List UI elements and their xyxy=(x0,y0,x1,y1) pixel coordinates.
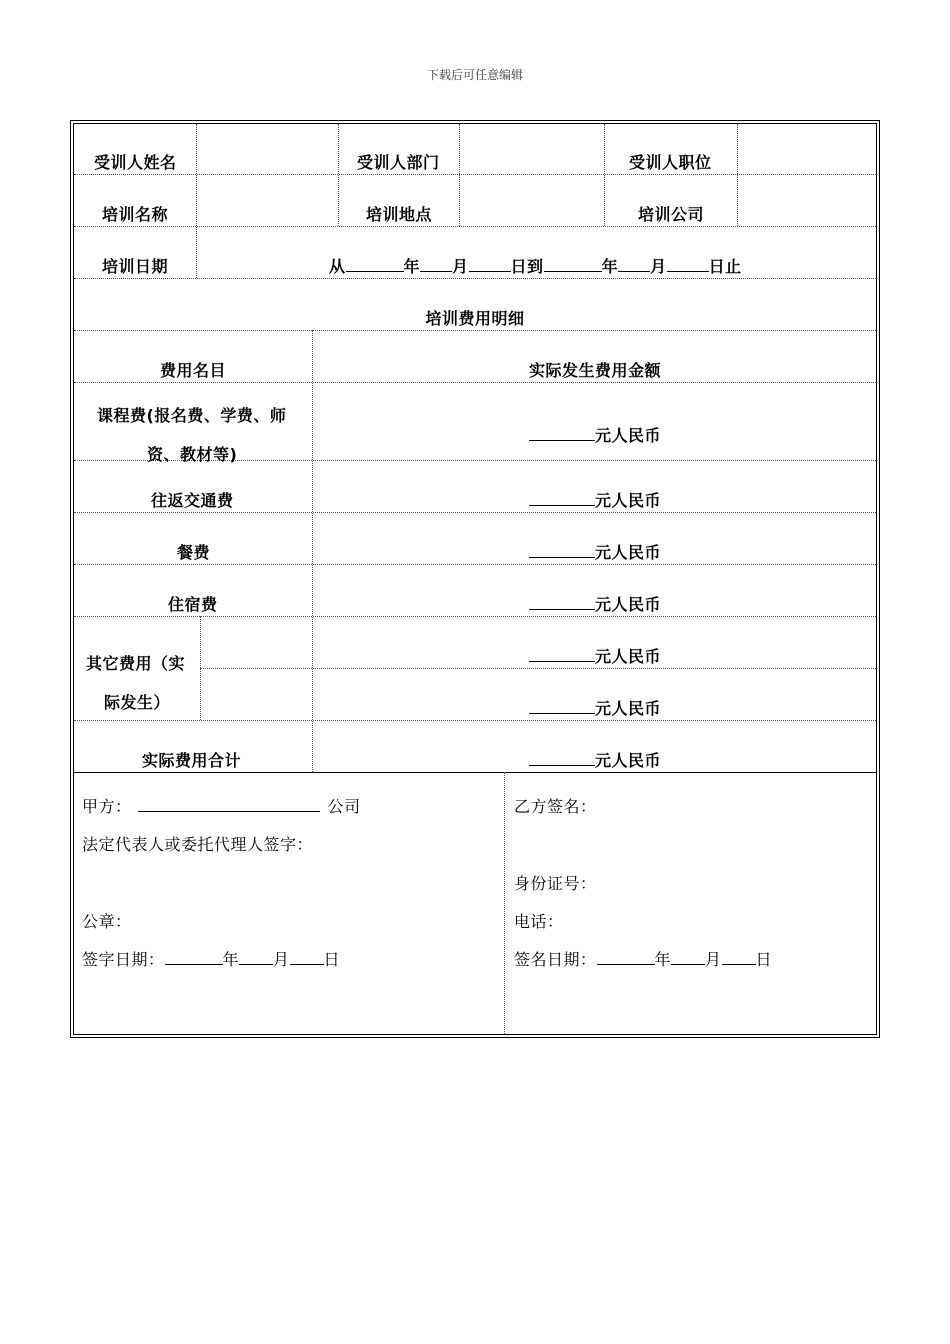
row-divider xyxy=(74,616,876,617)
from-text: 从 xyxy=(329,257,346,276)
currency-unit: 元人民币 xyxy=(595,543,662,562)
trainee-position-field[interactable] xyxy=(738,124,876,174)
year-text: 年 xyxy=(601,257,619,276)
training-company-label: 培训公司 xyxy=(638,205,705,224)
training-expense-form xyxy=(70,120,880,1038)
month-text: 月 xyxy=(452,257,469,276)
row-divider xyxy=(74,720,876,721)
training-location-label: 培训地点 xyxy=(366,205,433,224)
party-b-year-blank[interactable] xyxy=(597,950,655,965)
total-fee-label: 实际费用合计 xyxy=(142,751,242,770)
other-fee-item1-field[interactable] xyxy=(201,617,312,668)
transport-fee-blank[interactable] xyxy=(529,491,595,506)
meal-fee-label: 餐费 xyxy=(177,543,211,562)
year-text: 年 xyxy=(654,950,672,969)
training-date-label: 培训日期 xyxy=(102,257,169,276)
trainee-dept-label: 受训人部门 xyxy=(357,153,440,172)
party-a-day-blank[interactable] xyxy=(290,950,324,965)
course-fee-label-line1: 课程费(报名费、学费、师 xyxy=(97,406,287,425)
section-title: 培训费用明细 xyxy=(425,309,525,328)
other-fee1-blank[interactable] xyxy=(529,647,595,662)
end-day-blank[interactable] xyxy=(667,257,709,272)
rep-sign-label: 法定代表人或委托代理人签字： xyxy=(82,835,314,854)
party-a-company-suffix: 公司 xyxy=(327,797,361,816)
trainee-name-field[interactable] xyxy=(197,124,338,174)
seal-label: 公章： xyxy=(82,912,132,931)
fee-item-header: 费用名目 xyxy=(160,361,227,380)
lodging-fee-amount xyxy=(529,592,661,615)
currency-unit: 元人民币 xyxy=(595,595,662,614)
other-fee1-amount xyxy=(529,644,661,667)
day-text: 日 xyxy=(755,950,773,969)
day-end-text: 日止 xyxy=(708,257,742,276)
other-fee2-amount xyxy=(529,696,661,719)
currency-unit: 元人民币 xyxy=(595,491,662,510)
total-fee-blank[interactable] xyxy=(529,751,595,766)
day-to-text: 日到 xyxy=(510,257,544,276)
trainee-name-label: 受训人姓名 xyxy=(94,153,177,172)
end-month-blank[interactable] xyxy=(618,257,650,272)
form-inner-border xyxy=(73,123,877,1035)
transport-fee-amount xyxy=(529,488,661,511)
row-divider xyxy=(74,564,876,565)
training-date-range xyxy=(329,254,742,277)
sign-date-label: 签字日期： xyxy=(82,950,165,969)
training-location-field[interactable] xyxy=(460,175,604,226)
currency-unit: 元人民币 xyxy=(595,699,662,718)
row-divider xyxy=(74,226,876,227)
year-text: 年 xyxy=(403,257,421,276)
year-text: 年 xyxy=(222,950,240,969)
signature-divider xyxy=(74,772,876,773)
trainee-position-label: 受训人职位 xyxy=(629,153,712,172)
row-divider xyxy=(74,382,876,383)
lodging-fee-label: 住宿费 xyxy=(168,595,218,614)
col-divider xyxy=(338,124,339,226)
training-name-label: 培训名称 xyxy=(102,205,169,224)
col-divider xyxy=(312,330,313,772)
row-divider xyxy=(74,278,876,279)
col-divider xyxy=(604,124,605,226)
month-text: 月 xyxy=(705,950,722,969)
training-name-field[interactable] xyxy=(197,175,338,226)
sign-date-label: 签名日期： xyxy=(514,950,597,969)
party-a-year-blank[interactable] xyxy=(165,950,223,965)
col-divider xyxy=(504,772,505,1034)
start-year-blank[interactable] xyxy=(346,257,404,272)
party-a-sign-date xyxy=(82,947,340,970)
other-fee2-blank[interactable] xyxy=(529,699,595,714)
other-fee-label-line1: 其它费用（实 xyxy=(86,654,186,673)
party-a-company-blank[interactable] xyxy=(138,797,320,812)
party-b-day-blank[interactable] xyxy=(722,950,756,965)
month-text: 月 xyxy=(650,257,667,276)
party-b-sign-label: 乙方签名： xyxy=(514,797,597,816)
month-text: 月 xyxy=(273,950,290,969)
course-fee-label-line2: 资、教材等) xyxy=(147,445,238,464)
currency-unit: 元人民币 xyxy=(595,426,662,445)
other-fee-label-line2: 际发生） xyxy=(104,693,171,712)
lodging-fee-blank[interactable] xyxy=(529,595,595,610)
header-note: 下载后可任意编辑 xyxy=(426,68,523,82)
meal-fee-blank[interactable] xyxy=(529,543,595,558)
transport-fee-label: 往返交通费 xyxy=(151,491,234,510)
phone-label: 电话： xyxy=(514,912,564,931)
row-divider xyxy=(74,330,876,331)
currency-unit: 元人民币 xyxy=(595,647,662,666)
other-fee-item2-field[interactable] xyxy=(201,669,312,720)
course-fee-amount xyxy=(529,423,661,446)
end-year-blank[interactable] xyxy=(544,257,602,272)
party-b-month-blank[interactable] xyxy=(671,950,705,965)
training-company-field[interactable] xyxy=(738,175,876,226)
start-month-blank[interactable] xyxy=(420,257,452,272)
trainee-dept-field[interactable] xyxy=(460,124,604,174)
currency-unit: 元人民币 xyxy=(595,751,662,770)
party-a-label: 甲方： xyxy=(82,797,132,816)
id-number-label: 身份证号： xyxy=(514,874,597,893)
party-a-month-blank[interactable] xyxy=(239,950,273,965)
day-text: 日 xyxy=(323,950,341,969)
party-a-line xyxy=(82,794,361,817)
fee-amount-header: 实际发生费用金额 xyxy=(529,361,662,380)
course-fee-blank[interactable] xyxy=(529,426,595,441)
total-fee-amount xyxy=(529,748,661,771)
start-day-blank[interactable] xyxy=(469,257,511,272)
row-divider xyxy=(74,512,876,513)
party-b-sign-date xyxy=(514,947,772,970)
meal-fee-amount xyxy=(529,540,661,563)
